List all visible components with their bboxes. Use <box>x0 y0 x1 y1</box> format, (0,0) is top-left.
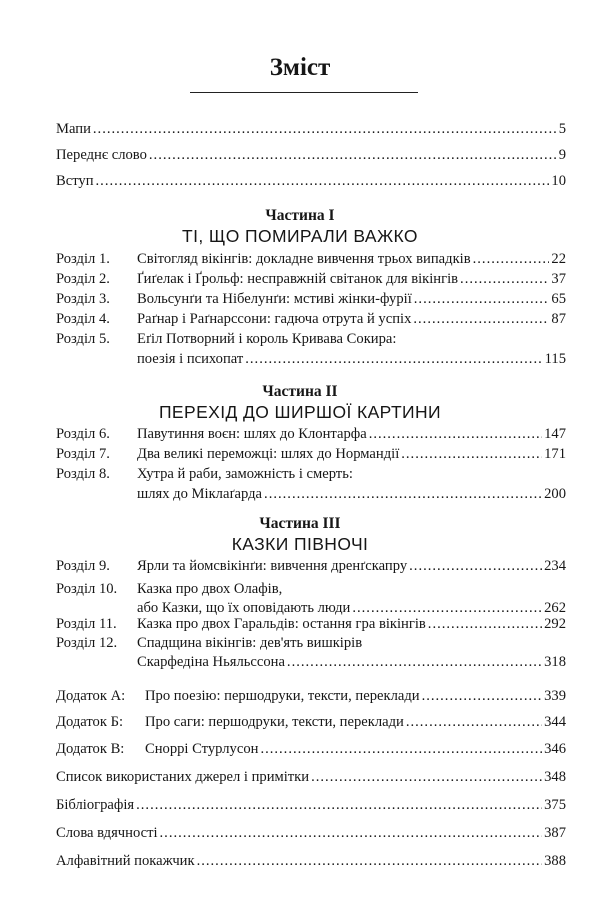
entry-text: Еґіл Потворний і король Кривава Сокира: <box>137 331 397 347</box>
part-1-label: Частина I <box>265 207 335 224</box>
entry-text: Про саги: першодруки, тексти, переклади <box>145 714 404 730</box>
entry-text: Ярли та йомсвікінґи: вивчення дренґскапру <box>137 558 408 574</box>
page-number: 292 <box>544 616 566 632</box>
leader-dots <box>96 172 550 191</box>
part-2-title: ПЕРЕХІД ДО ШИРШОЇ КАРТИНИ <box>158 402 442 422</box>
chapter-label: Розділ 2. <box>56 271 110 287</box>
page-number: 387 <box>544 825 566 841</box>
chapter-label: Розділ 9. <box>56 558 110 574</box>
page-number: 115 <box>544 351 566 367</box>
entry-text-continued: поезія і психопат <box>137 351 244 367</box>
leader-dots <box>428 615 542 634</box>
page-number: 348 <box>544 769 566 785</box>
entry-text: Переднє слово <box>56 147 147 163</box>
part-3-label: Частина III <box>259 515 341 532</box>
leader-dots <box>460 270 549 289</box>
entry-text: Про поезію: першодруки, тексти, переклади <box>145 688 420 704</box>
toc-entry-front-1 <box>56 120 566 139</box>
entry-text: Вступ <box>56 173 94 189</box>
page-number: 9 <box>558 147 566 163</box>
entry-text: Бібліографія <box>56 797 135 813</box>
entry-text: Мапи <box>56 121 91 137</box>
toc-entry-front-3 <box>56 172 566 191</box>
toc-entry-back-3 <box>56 824 566 843</box>
entry-text-continued: шлях до Міклаґарда <box>137 486 263 502</box>
leader-dots <box>406 713 542 732</box>
appendix-label: Додаток В: <box>56 741 125 757</box>
page-number: 65 <box>551 291 566 307</box>
leader-dots <box>260 740 542 759</box>
toc-entry-back-1 <box>56 768 566 787</box>
toc-entry-chapter-2 <box>56 270 566 289</box>
entry-text: Сноррі Стурлусон <box>145 741 259 757</box>
page-number: 87 <box>551 311 566 327</box>
toc-entry-appendix-b <box>56 713 566 732</box>
toc-entry-chapter-12 <box>56 634 362 653</box>
entry-text: Казка про двох Олафів, <box>137 581 283 597</box>
toc-entry-chapter-5 <box>56 330 396 349</box>
page-number: 346 <box>544 741 566 757</box>
entry-text: Слова вдячності <box>56 825 158 841</box>
page-number: 344 <box>544 714 566 730</box>
toc-entry-chapter-1 <box>56 250 566 269</box>
toc-entry-chapter-8 <box>56 465 353 484</box>
page-number: 171 <box>544 446 566 462</box>
page-number: 5 <box>558 121 566 137</box>
entry-text: Раґнар і Раґнарссони: гадюча отрута й успіх <box>137 311 412 327</box>
toc-entry-chapter-8-cont <box>137 485 566 504</box>
leader-dots <box>422 687 543 706</box>
page-number: 22 <box>551 251 566 267</box>
leader-dots <box>287 653 542 672</box>
entry-text: Спадщина вікінгів: дев'ять вишкірів <box>137 635 363 651</box>
entry-text: Ґиґелак і Ґрольф: несправжній світанок для вікінгів <box>137 271 459 287</box>
toc-entry-chapter-9 <box>56 557 566 576</box>
appendix-label: Додаток А: <box>56 688 126 704</box>
entry-text: Вольсунґи та Нібелунґи: мстиві жінки-фурії <box>137 291 412 307</box>
toc-entry-chapter-6 <box>56 425 566 444</box>
toc-entry-appendix-c <box>56 740 566 759</box>
page-number: 318 <box>544 654 566 670</box>
entry-text-continued: або Казки, що їх оповідають люди <box>137 600 351 616</box>
chapter-label: Розділ 1. <box>56 251 110 267</box>
part-1-title: ТІ, ЩО ПОМИРАЛИ ВАЖКО <box>182 226 418 246</box>
page-number: 375 <box>544 797 566 813</box>
page-title: Зміст <box>269 54 331 81</box>
leader-dots <box>369 425 542 444</box>
leader-dots <box>401 445 542 464</box>
chapter-label: Розділ 4. <box>56 311 110 327</box>
chapter-label: Розділ 11. <box>56 616 117 632</box>
toc-entry-front-2 <box>56 146 566 165</box>
leader-dots <box>264 485 542 504</box>
entry-text-continued: Скарфедіна Ньяльссона <box>137 654 285 670</box>
toc-entry-chapter-5-cont <box>137 350 566 369</box>
page-number: 200 <box>544 486 566 502</box>
toc-entry-chapter-12-cont <box>137 653 566 672</box>
chapter-label: Розділ 5. <box>56 331 110 347</box>
toc-entry-back-2 <box>56 796 566 815</box>
appendix-label: Додаток Б: <box>56 714 124 730</box>
leader-dots <box>473 250 550 269</box>
toc-entry-chapter-3 <box>56 290 566 309</box>
chapter-label: Розділ 7. <box>56 446 110 462</box>
leader-dots <box>413 310 549 329</box>
leader-dots <box>136 796 542 815</box>
entry-text: Павутиння воєн: шлях до Клонтарфа <box>137 426 367 442</box>
page-number: 262 <box>544 600 566 616</box>
leader-dots <box>409 557 542 576</box>
entry-text: Казка про двох Гаральдів: остання гра вікінгів <box>137 616 426 632</box>
leader-dots <box>93 120 557 139</box>
leader-dots <box>311 768 542 787</box>
page-number: 37 <box>551 271 566 287</box>
entry-text: Хутра й раби, заможність і смерть: <box>137 466 353 482</box>
page-number: 147 <box>544 426 566 442</box>
toc-entry-chapter-11 <box>56 615 566 634</box>
leader-dots <box>414 290 550 309</box>
leader-dots <box>245 350 542 369</box>
toc-entry-chapter-4 <box>56 310 566 329</box>
chapter-label: Розділ 10. <box>56 581 118 597</box>
entry-text: Світогляд вікінгів: докладне вивчення трьох випадків <box>137 251 471 267</box>
leader-dots <box>149 146 557 165</box>
chapter-label: Розділ 6. <box>56 426 110 442</box>
chapter-label: Розділ 12. <box>56 635 118 651</box>
page-number: 234 <box>544 558 566 574</box>
chapter-label: Розділ 3. <box>56 291 110 307</box>
entry-text: Алфавітний покажчик <box>56 853 195 869</box>
toc-entry-chapter-7 <box>56 445 566 464</box>
entry-text: Список використаних джерел і примітки <box>56 769 310 785</box>
leader-dots <box>197 852 543 871</box>
part-3-title: КАЗКИ ПІВНОЧІ <box>231 534 369 554</box>
leader-dots <box>160 824 543 843</box>
entry-text: Два великі переможці: шлях до Нормандії <box>137 446 400 462</box>
toc-entry-chapter-10 <box>56 580 282 599</box>
page-number: 10 <box>551 173 566 189</box>
title-underline <box>190 92 418 93</box>
toc-entry-appendix-a <box>56 687 566 706</box>
page-number: 339 <box>544 688 566 704</box>
toc-entry-back-4 <box>56 852 566 871</box>
part-2-label: Частина II <box>262 383 338 400</box>
chapter-label: Розділ 8. <box>56 466 110 482</box>
page-number: 388 <box>544 853 566 869</box>
